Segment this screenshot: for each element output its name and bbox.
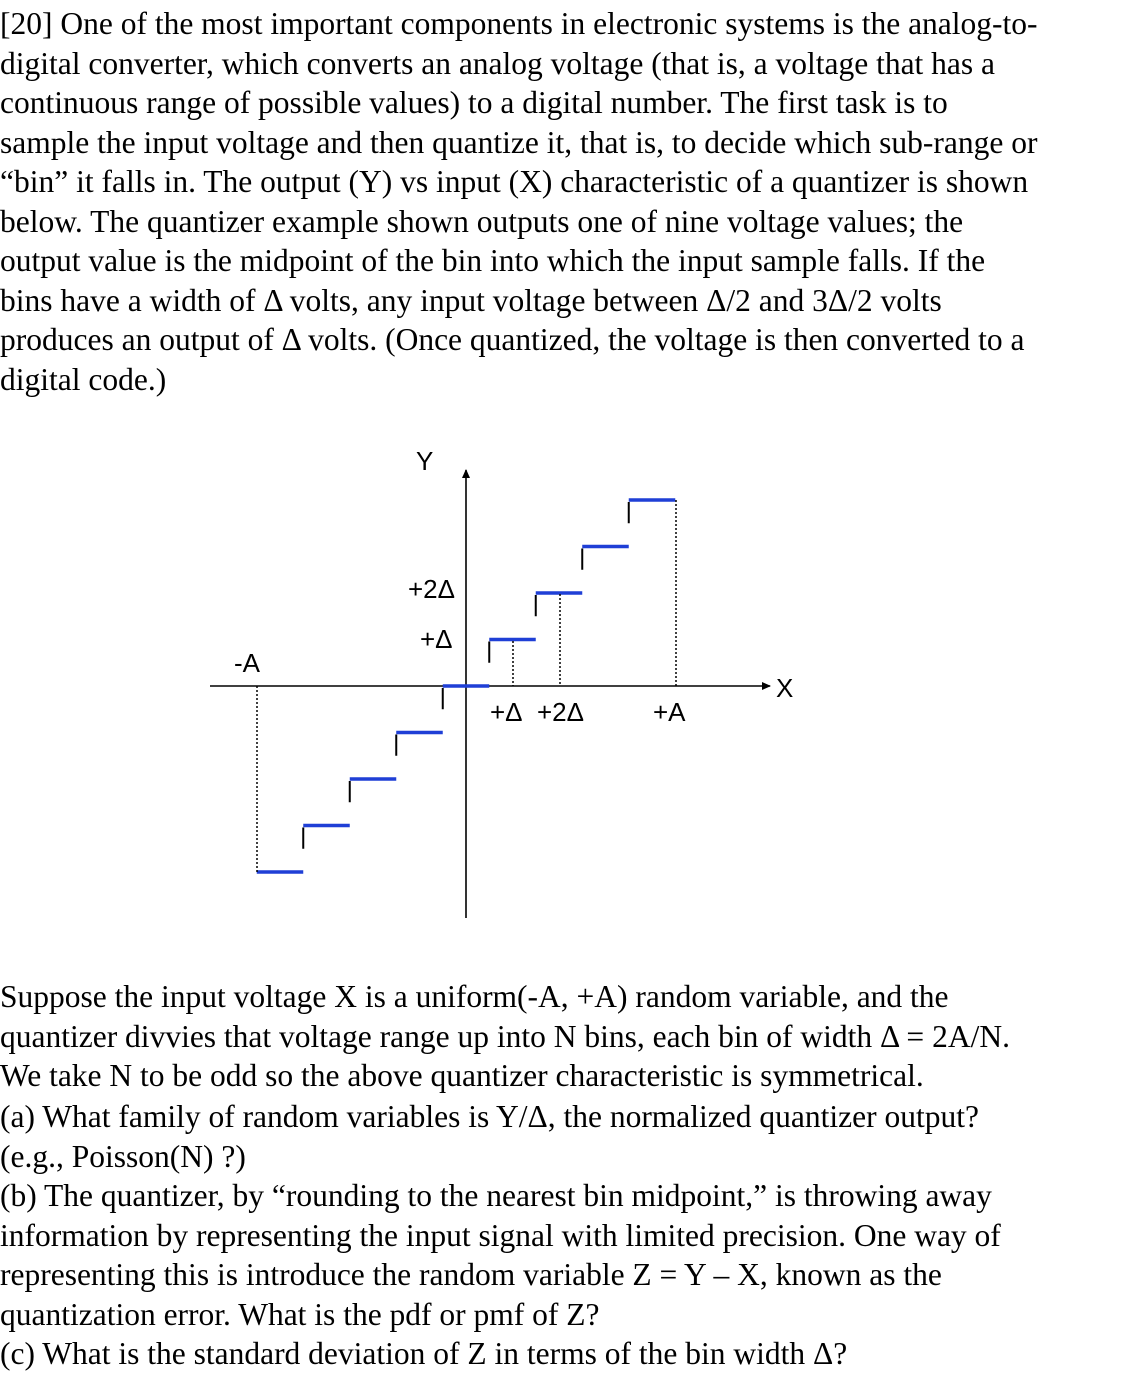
question-a <box>0 1097 1140 1176</box>
intro-line: bins have a width of Δ volts, any input voltage between Δ/2 and 3Δ/2 volts <box>0 282 942 318</box>
x-axis-label: X <box>776 673 794 703</box>
question-line: (b) The quantizer, by “rounding to the nearest bin midpoint,” is throwing away <box>0 1178 992 1213</box>
setup-paragraph <box>0 977 1140 1096</box>
question-line: (e.g., Poisson(N) ?) <box>0 1138 246 1174</box>
question-line: (a) What family of random variables is Y/Δ, the normalized quantizer output? <box>0 1099 979 1134</box>
question-line: representing this is introduce the random variable Z = Y – X, known as the <box>0 1257 942 1292</box>
question-line: information by representing the input signal with limited precision. One way of <box>0 1217 1001 1253</box>
x-tick-label-delta: +Δ <box>490 697 523 727</box>
question-line: (c) What is the standard deviation of Z in terms of the bin width Δ? <box>0 1336 848 1371</box>
x-tick-label-2delta: +2Δ <box>537 697 585 727</box>
intro-line: digital code.) <box>0 361 167 397</box>
y-tick-label-2delta: +2Δ <box>408 574 456 604</box>
setup-line: Suppose the input voltage X is a uniform(-A, +A) random variable, and the <box>0 979 949 1014</box>
intro-line: [20] One of the most important components in electronic systems is the analog-to- <box>0 6 1038 41</box>
intro-line: produces an output of Δ volts. (Once quantized, the voltage is then converted to a <box>0 322 1025 357</box>
x-tick-label-a: +A <box>653 697 686 727</box>
setup-line: quantizer divvies that voltage range up into N bins, each bin of width Δ = 2A/N. <box>0 1018 1010 1054</box>
intro-line: sample the input voltage and then quantize it, that is, to decide which sub-range or <box>0 124 1038 160</box>
intro-line: continuous range of possible values) to a digital number. The first task is to <box>0 85 948 120</box>
setup-line: We take N to be odd so the above quantizer characteristic is symmetrical. <box>0 1058 924 1093</box>
question-c <box>0 1334 1140 1374</box>
intro-line: below. The quantizer example shown outputs one of nine voltage values; the <box>0 203 964 239</box>
neg-a-label: -A <box>234 648 260 678</box>
question-line: quantization error. What is the pdf or pmf of Z? <box>0 1296 600 1332</box>
intro-paragraph <box>0 4 1140 399</box>
intro-line: output value is the midpoint of the bin into which the input sample falls. If the <box>0 243 986 278</box>
y-axis-label: Y <box>416 446 434 476</box>
question-b <box>0 1176 1140 1334</box>
quantizer-steps <box>257 500 676 872</box>
y-tick-label-delta: +Δ <box>420 624 453 654</box>
intro-line: “bin” it falls in. The output (Y) vs input (X) characteristic of a quantizer is shown <box>0 164 1029 199</box>
intro-line: digital converter, which converts an analog voltage (that is, a voltage that has a <box>0 45 996 81</box>
